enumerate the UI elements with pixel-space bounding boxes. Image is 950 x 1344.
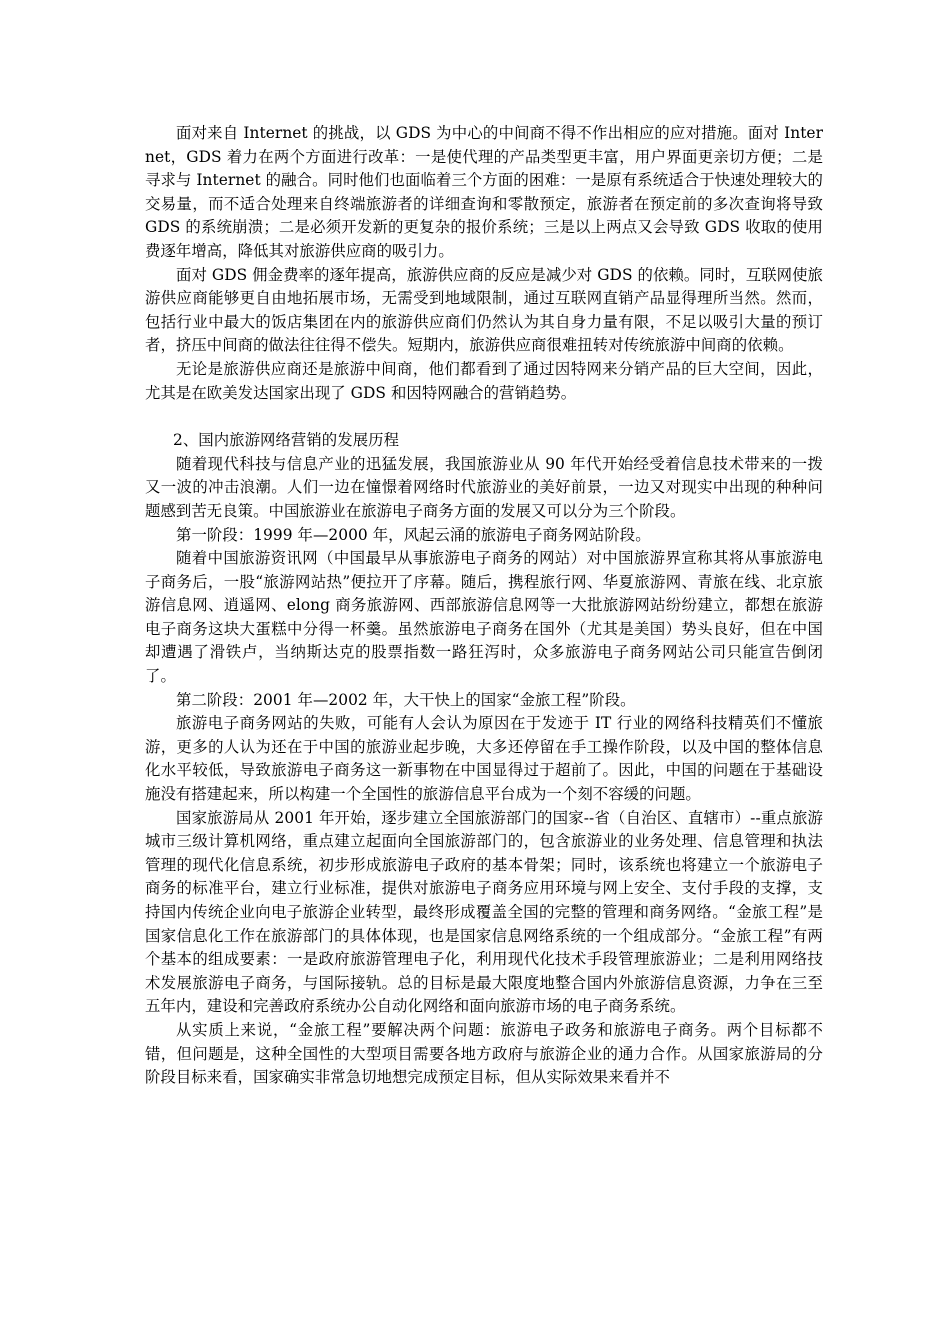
document-page (145, 122, 823, 1090)
paragraph-gds-commission: 面对 GDS 佣金费率的逐年提高，旅游供应商的反应是减少对 GDS 的依赖。同时，互联网使旅游供应商能够更自由地拓展市场，无需受到地域限制，通过互联网直销产品显得理所当然。然而，包括行业中最大的饭店集团在内的旅游供应商们仍然认为其自身力量有限，不足以吸引大量的预订者，挤压中间商的做法往往得不偿失。短期内，旅游供应商很难扭转对传统旅游中间商的依赖。 (145, 265, 823, 355)
paragraph-golden-tourism-project: 国家旅游局从 2001 年开始，逐步建立全国旅游部门的国家--省（自治区、直辖市）--重点旅游城市三级计算机网络，重点建立起面向全国旅游部门的，包含旅游业的业务处理、信息管理和执法管理的现代化信息系统，初步形成旅游电子政府的基本骨架；同时，该系统也将建立一个旅游电子商务的标准平台，建立行业标准，提供对旅游电子商务应用环境与网上安全、支付手段的支撑，支持国内传统企业向电子旅游企业转型，最终形成覆盖全国的完整的管理和商务网络。“金旅工程”是国家信息化工作在旅游部门的具体体现，也是国家信息网络系统的一个组成部分。“金旅工程”有两个基本的组成要素：一是政府旅游管理电子化，利用现代化技术手段管理旅游业；二是利用网络技术发展旅游电子商务，与国际接轨。总的目标是最大限度地整合国内外旅游信息资源，力争在三至五年内，建设和完善政府系统办公自动化网络和面向旅游市场的电子商务系统。 (145, 808, 823, 1016)
paragraph-stage-one-title: 第一阶段：1999 年—2000 年，风起云涌的旅游电子商务网站阶段。 (176, 525, 651, 544)
paragraph-project-essence: 从实质上来说，“金旅工程”要解决两个问题：旅游电子政务和旅游电子商务。两个目标都不错，但问题是，这种全国性的大型项目需要各地方政府与旅游企业的通力合作。从国家旅游局的分阶段目标来看，国家确实非常急切地想完成预定目标，但从实际效果来看并不 (145, 1020, 823, 1087)
section-spacer (145, 405, 823, 429)
paragraph-stage-one-body: 随着中国旅游资讯网（中国最早从事旅游电子商务的网站）对中国旅游界宣称其将从事旅游电子商务后，一股“旅游网站热”便拉开了序幕。随后，携程旅行网、华夏旅游网、青旅在线、北京旅游信息网、逍遥网、elong 商务旅游网、西部旅游信息网等一大批旅游网站纷纷建立，都想在旅游电子商务这块大蛋糕中分得一杯羹。虽然旅游电子商务在国外（尤其是美国）势头良好，但在中国却遭遇了滑铁卢，当纳斯达克的股票指数一路狂泻时，众多旅游电子商务网站公司只能宣告倒闭了。 (145, 549, 823, 686)
paragraph-stage-two-cause: 旅游电子商务网站的失败，可能有人会认为原因在于发迹于 IT 行业的网络科技精英们不懂旅游，更多的人认为还在于中国的旅游业起步晚，大多还停留在手工操作阶段，以及中国的整体信息化水平较低，导致旅游电子商务这一新事物在中国显得过于超前了。因此，中国的问题在于基础设施没有搭建起来，所以构建一个全国性的旅游信息平台成为一个刻不容缓的问题。 (145, 714, 823, 804)
paragraph-stage-two-title: 第二阶段：2001 年—2002 年，大干快上的国家“金旅工程”阶段。 (176, 690, 636, 709)
paragraph-gds-challenge: 面对来自 Internet 的挑战，以 GDS 为中心的中间商不得不作出相应的应对措施。面对 Internet，GDS 着力在两个方面进行改革：一是使代理的产品类型更丰富，用户界面更亲切方便；二是寻求与 Internet 的融合。同时他们也面临着三个方面的困难：一是原有系统适合于快速处理较大的交易量，而不适合处理来自终端旅游者的详细查询和零散预定，旅游者在预定前的多次查询将导致 GDS 的系统崩溃；二是必须开发新的更复杂的报价系统；三是以上两点又会导致 GDS 收取的使用费逐年增高，降低其对旅游供应商的吸引力。 (145, 124, 823, 260)
section-heading: 2、国内旅游网络营销的发展历程 (173, 431, 400, 450)
paragraph-domestic-intro: 随着现代科技与信息产业的迅猛发展，我国旅游业从 90 年代开始经受着信息技术带来的一拨又一波的冲击浪潮。人们一边在憧憬着网络时代旅游业的美好前景，一边又对现实中出现的种种问题感到苦无良策。中国旅游业在旅游电子商务方面的发展又可以分为三个阶段。 (145, 454, 823, 520)
paragraph-gds-trend: 无论是旅游供应商还是旅游中间商，他们都看到了通过因特网来分销产品的巨大空间，因此，尤其是在欧美发达国家出现了 GDS 和因特网融合的营销趋势。 (145, 359, 823, 402)
